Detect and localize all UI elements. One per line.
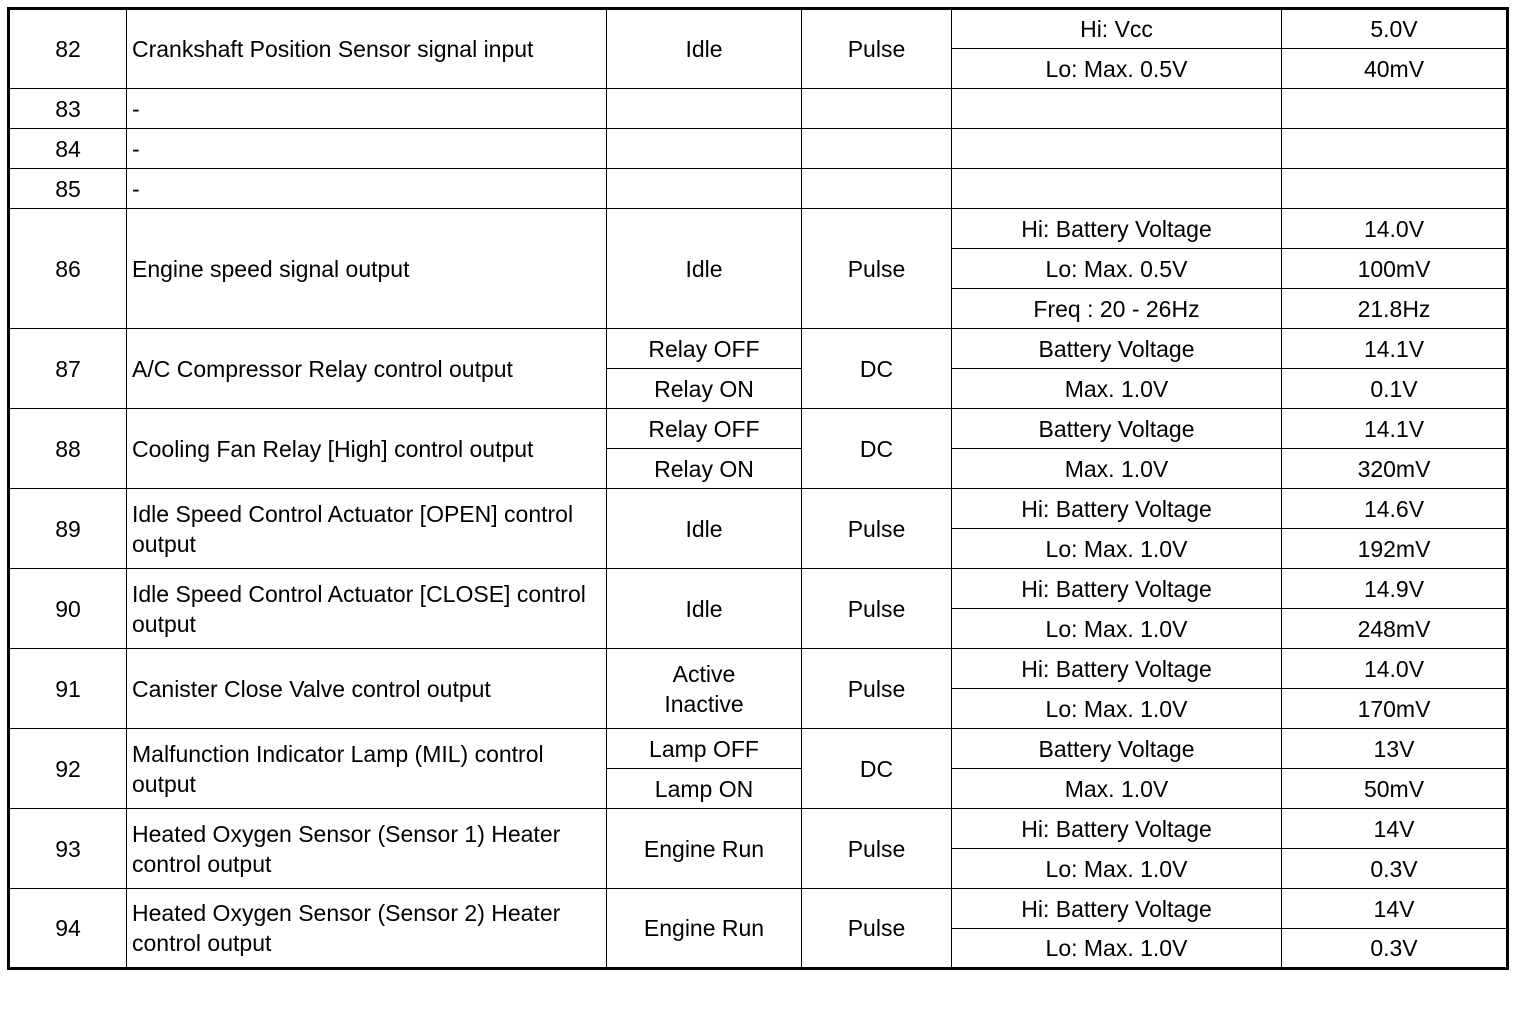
condition-cell: Idle [607, 569, 802, 649]
condition-cell: Relay ON [607, 449, 802, 489]
condition-cell [607, 129, 802, 169]
pin-number-cell: 93 [9, 809, 127, 889]
table-row [9, 809, 1508, 849]
level-spec-cell: Max. 1.0V [952, 369, 1282, 409]
signal-type-cell: Pulse [802, 9, 952, 89]
level-spec-cell [952, 129, 1282, 169]
measured-value-cell: 192mV [1282, 529, 1508, 569]
condition-cell [607, 169, 802, 209]
pin-specification-table [7, 7, 1509, 970]
signal-type-cell: Pulse [802, 809, 952, 889]
pin-number-cell: 82 [9, 9, 127, 89]
measured-value-cell: 14.0V [1282, 209, 1508, 249]
condition-line: Inactive [664, 690, 744, 717]
table-row [9, 569, 1508, 609]
level-spec-cell: Hi: Battery Voltage [952, 489, 1282, 529]
measured-value-cell: 5.0V [1282, 9, 1508, 49]
description-cell: Heated Oxygen Sensor (Sensor 2) Heater control output [127, 889, 607, 969]
signal-type-cell [802, 169, 952, 209]
level-spec-cell: Lo: Max. 1.0V [952, 609, 1282, 649]
signal-type-cell: Pulse [802, 489, 952, 569]
measured-value-cell: 14.6V [1282, 489, 1508, 529]
measured-value-cell: 14V [1282, 809, 1508, 849]
description-cell: Heated Oxygen Sensor (Sensor 1) Heater control output [127, 809, 607, 889]
description-cell: Canister Close Valve control output [127, 649, 607, 729]
measured-value-cell: 0.1V [1282, 369, 1508, 409]
measured-value-cell: 50mV [1282, 769, 1508, 809]
level-spec-cell [952, 169, 1282, 209]
table-row [9, 649, 1508, 689]
table-row [9, 489, 1508, 529]
pin-number-cell: 86 [9, 209, 127, 329]
table-row [9, 209, 1508, 249]
level-spec-cell: Lo: Max. 0.5V [952, 49, 1282, 89]
measured-value-cell: 14.1V [1282, 329, 1508, 369]
signal-type-cell: Pulse [802, 569, 952, 649]
signal-type-cell [802, 89, 952, 129]
measured-value-cell: 0.3V [1282, 849, 1508, 889]
level-spec-cell: Battery Voltage [952, 409, 1282, 449]
measured-value-cell: 13V [1282, 729, 1508, 769]
level-spec-cell: Max. 1.0V [952, 449, 1282, 489]
signal-type-cell: Pulse [802, 889, 952, 969]
measured-value-cell: 21.8Hz [1282, 289, 1508, 329]
level-spec-cell: Hi: Battery Voltage [952, 209, 1282, 249]
condition-cell: Engine Run [607, 889, 802, 969]
measured-value-cell [1282, 169, 1508, 209]
table-row [9, 329, 1508, 369]
pin-number-cell: 85 [9, 169, 127, 209]
level-spec-cell: Hi: Battery Voltage [952, 809, 1282, 849]
measured-value-cell: 14.9V [1282, 569, 1508, 609]
measured-value-cell [1282, 89, 1508, 129]
level-spec-cell: Freq : 20 - 26Hz [952, 289, 1282, 329]
condition-cell: Relay ON [607, 369, 802, 409]
measured-value-cell: 248mV [1282, 609, 1508, 649]
measured-value-cell [1282, 129, 1508, 169]
pin-number-cell: 87 [9, 329, 127, 409]
pin-number-cell: 89 [9, 489, 127, 569]
level-spec-cell: Lo: Max. 1.0V [952, 689, 1282, 729]
level-spec-cell: Battery Voltage [952, 329, 1282, 369]
measured-value-cell: 170mV [1282, 689, 1508, 729]
measured-value-cell: 14.0V [1282, 649, 1508, 689]
pin-number-cell: 94 [9, 889, 127, 969]
table-row [9, 169, 1508, 209]
pin-number-cell: 90 [9, 569, 127, 649]
condition-cell: Idle [607, 9, 802, 89]
signal-type-cell: DC [802, 409, 952, 489]
description-cell: A/C Compressor Relay control output [127, 329, 607, 409]
measured-value-cell: 14.1V [1282, 409, 1508, 449]
description-cell: - [127, 89, 607, 129]
table-row [9, 129, 1508, 169]
signal-type-cell: DC [802, 329, 952, 409]
level-spec-cell [952, 89, 1282, 129]
level-spec-cell: Lo: Max. 0.5V [952, 249, 1282, 289]
description-cell: - [127, 169, 607, 209]
condition-cell: Relay OFF [607, 409, 802, 449]
level-spec-cell: Hi: Vcc [952, 9, 1282, 49]
table-body [9, 9, 1508, 969]
signal-type-cell: Pulse [802, 649, 952, 729]
level-spec-cell: Lo: Max. 1.0V [952, 929, 1282, 969]
level-spec-cell: Hi: Battery Voltage [952, 649, 1282, 689]
pin-number-cell: 84 [9, 129, 127, 169]
measured-value-cell: 100mV [1282, 249, 1508, 289]
pin-number-cell: 92 [9, 729, 127, 809]
condition-cell: Idle [607, 489, 802, 569]
condition-line: Active [672, 660, 736, 687]
signal-type-cell: DC [802, 729, 952, 809]
level-spec-cell: Hi: Battery Voltage [952, 889, 1282, 929]
description-cell: Idle Speed Control Actuator [CLOSE] control output [127, 569, 607, 649]
table-row [9, 409, 1508, 449]
condition-cell [607, 89, 802, 129]
level-spec-cell: Hi: Battery Voltage [952, 569, 1282, 609]
condition-cell [607, 649, 802, 729]
measured-value-cell: 14V [1282, 889, 1508, 929]
level-spec-cell: Lo: Max. 1.0V [952, 849, 1282, 889]
pin-number-cell: 83 [9, 89, 127, 129]
measured-value-cell: 0.3V [1282, 929, 1508, 969]
table-row [9, 729, 1508, 769]
table-row [9, 89, 1508, 129]
description-cell: Cooling Fan Relay [High] control output [127, 409, 607, 489]
description-cell: Crankshaft Position Sensor signal input [127, 9, 607, 89]
pin-number-cell: 88 [9, 409, 127, 489]
level-spec-cell: Max. 1.0V [952, 769, 1282, 809]
measured-value-cell: 40mV [1282, 49, 1508, 89]
description-cell: Engine speed signal output [127, 209, 607, 329]
condition-cell: Relay OFF [607, 329, 802, 369]
description-cell: Malfunction Indicator Lamp (MIL) control output [127, 729, 607, 809]
description-cell: Idle Speed Control Actuator [OPEN] control output [127, 489, 607, 569]
signal-type-cell [802, 129, 952, 169]
condition-cell: Lamp ON [607, 769, 802, 809]
table-row [9, 9, 1508, 49]
condition-cell: Idle [607, 209, 802, 329]
description-cell: - [127, 129, 607, 169]
condition-cell: Engine Run [607, 809, 802, 889]
signal-type-cell: Pulse [802, 209, 952, 329]
pin-number-cell: 91 [9, 649, 127, 729]
level-spec-cell: Battery Voltage [952, 729, 1282, 769]
measured-value-cell: 320mV [1282, 449, 1508, 489]
condition-cell: Lamp OFF [607, 729, 802, 769]
table-row [9, 889, 1508, 929]
level-spec-cell: Lo: Max. 1.0V [952, 529, 1282, 569]
